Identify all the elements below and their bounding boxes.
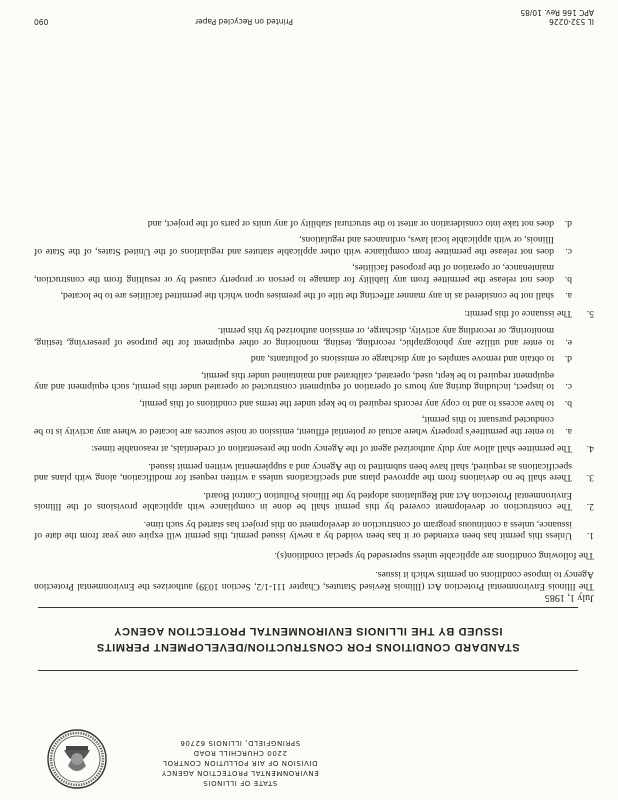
banner-subtitle: ISSUED BY THE ILLINOIS ENVIRONMENTAL PROTECTION AGENCY: [113, 625, 503, 637]
document-body: [34, 213, 594, 593]
letterhead: [18, 732, 598, 792]
condition-number: 3.: [586, 472, 594, 484]
condition-text: There shall be no deviations from the approved plans and specifications unless a written request for modification, along with plans and specifications as required, shall have been submitted to the Agency and a supplemental written permit issued.: [34, 461, 572, 484]
intro-paragraph: The Illinois Environmental Protection Act (Illinois Revised Statutes, Chapter 111-1/2, Section 1039) authorizes the Environmental Protection Agency to impose conditions on permits which it issues.: [34, 569, 594, 592]
sub-letter: e.: [565, 337, 572, 348]
state-seal-icon: [46, 728, 108, 790]
header-city: SPRINGFIELD, ILLINOIS 62706: [179, 739, 301, 747]
form-numbers: [394, 8, 594, 26]
sub-condition: [34, 234, 572, 257]
condition-number: 5.: [586, 308, 594, 319]
header-agency: ENVIRONMENTAL PROTECTION AGENCY: [161, 769, 319, 777]
sub-letter: b.: [564, 398, 572, 409]
sub-letter: b.: [564, 274, 572, 285]
condition-number: 1.: [586, 530, 594, 542]
sub-letter: c.: [565, 246, 572, 257]
sub-condition: [34, 290, 572, 302]
lead-paragraph: The following conditions are applicable unless superseded by special condition(s).: [274, 550, 594, 561]
sub-letter: a.: [565, 290, 572, 302]
sub-text: does not release the permittee from any liability for damage to person or property caused by or resulting from the construction, maintenance, or operation of the proposed facilities,: [34, 262, 554, 285]
sub-letter: d.: [564, 218, 572, 229]
condition-item: [34, 490, 594, 513]
sub-condition: [34, 398, 572, 410]
condition-item: [34, 519, 594, 542]
sub-condition: [34, 353, 572, 365]
title-banner: [38, 607, 578, 671]
sub-text: to inspect, including during any hours of operation of equipment constructed or operated under this permit, such equipment and any equipment required to be kept, used, operated, calibrated and maintained under this permit,: [34, 370, 554, 393]
form-code: IL 532-0226: [549, 17, 594, 26]
header-division: DIVISION OF AIR POLLUTION CONTROL: [162, 759, 318, 767]
banner-title: STANDARD CONDITIONS FOR CONSTRUCTION/DEVELOPMENT PERMITS: [96, 641, 520, 653]
header-state: STATE OF ILLINOIS: [202, 779, 278, 787]
sub-condition: [34, 370, 572, 393]
sub-condition: [34, 262, 572, 285]
form-revision: APC 166 Rev. 10/85: [520, 8, 594, 17]
sub-condition: [34, 414, 572, 437]
sub-text: to have access to and to copy any records required to be kept under the terms and conditions of this permit,: [139, 398, 554, 409]
condition-text: The construction or development covered by this permit shall be done in compliance with applicable provisions of the Illinois Environmental Protection Act and Regulations adopted by the Illinois Pollution Control Board.: [34, 490, 572, 513]
condition-text: The issuance of this permit:: [464, 308, 572, 319]
condition-text: Unless this permit has been extended or it has been voided by a newly issued permit, this permit will expire one year from the date of issuance, unless a continuous program of construction or development on this project has started by such time.: [34, 519, 572, 542]
document-date: July 1, 1985: [544, 592, 594, 603]
sub-text: does not release the permittee from compliance with other applicable statutes and regulations of the United States, of the State of Illinois, or with applicable local laws, ordinances and regulations,: [34, 234, 554, 257]
sub-text: to enter and utilize any photographic, recording, testing, monitoring or other equipment for the purpose of preserving, testing, monitoring, or recording any activity, discharge, or emission authorized by this permit.: [34, 325, 554, 348]
header-address: 2200 CHURCHILL ROAD: [193, 749, 287, 757]
sub-text: to enter the permittee's property where actual or potential effluent, emission or noise sources are located or where any activity is to be conducted pursuant to this permit,: [34, 414, 554, 437]
recycled-note: Printed on Recycled Paper: [195, 17, 293, 26]
sub-condition: [34, 218, 572, 230]
condition-number: 2.: [586, 501, 594, 513]
condition-number: 4.: [586, 443, 594, 455]
sub-text: shall not be considered as in any manner affecting the title of the premises upon which the permitted facilities are to be located,: [60, 290, 554, 302]
condition-item: [34, 443, 594, 455]
sub-letter: d.: [564, 353, 572, 365]
condition-item: [34, 308, 594, 320]
sub-condition: [34, 325, 572, 348]
condition-text: The permittee shall allow any duly authorized agent of the Agency upon the presentation of credentials, at reasonable times:: [91, 443, 572, 455]
sub-text: to obtain and remove samples of any discharge or emissions of pollutants, and: [250, 353, 554, 365]
sub-letter: c.: [565, 381, 572, 393]
sub-letter: a.: [565, 426, 572, 437]
sub-text: does not take into consideration or attest to the structural stability of any units or parts of the project, and: [147, 218, 554, 229]
page-footer: [34, 8, 594, 26]
page-code: 090: [34, 17, 49, 26]
condition-item: [34, 461, 594, 484]
